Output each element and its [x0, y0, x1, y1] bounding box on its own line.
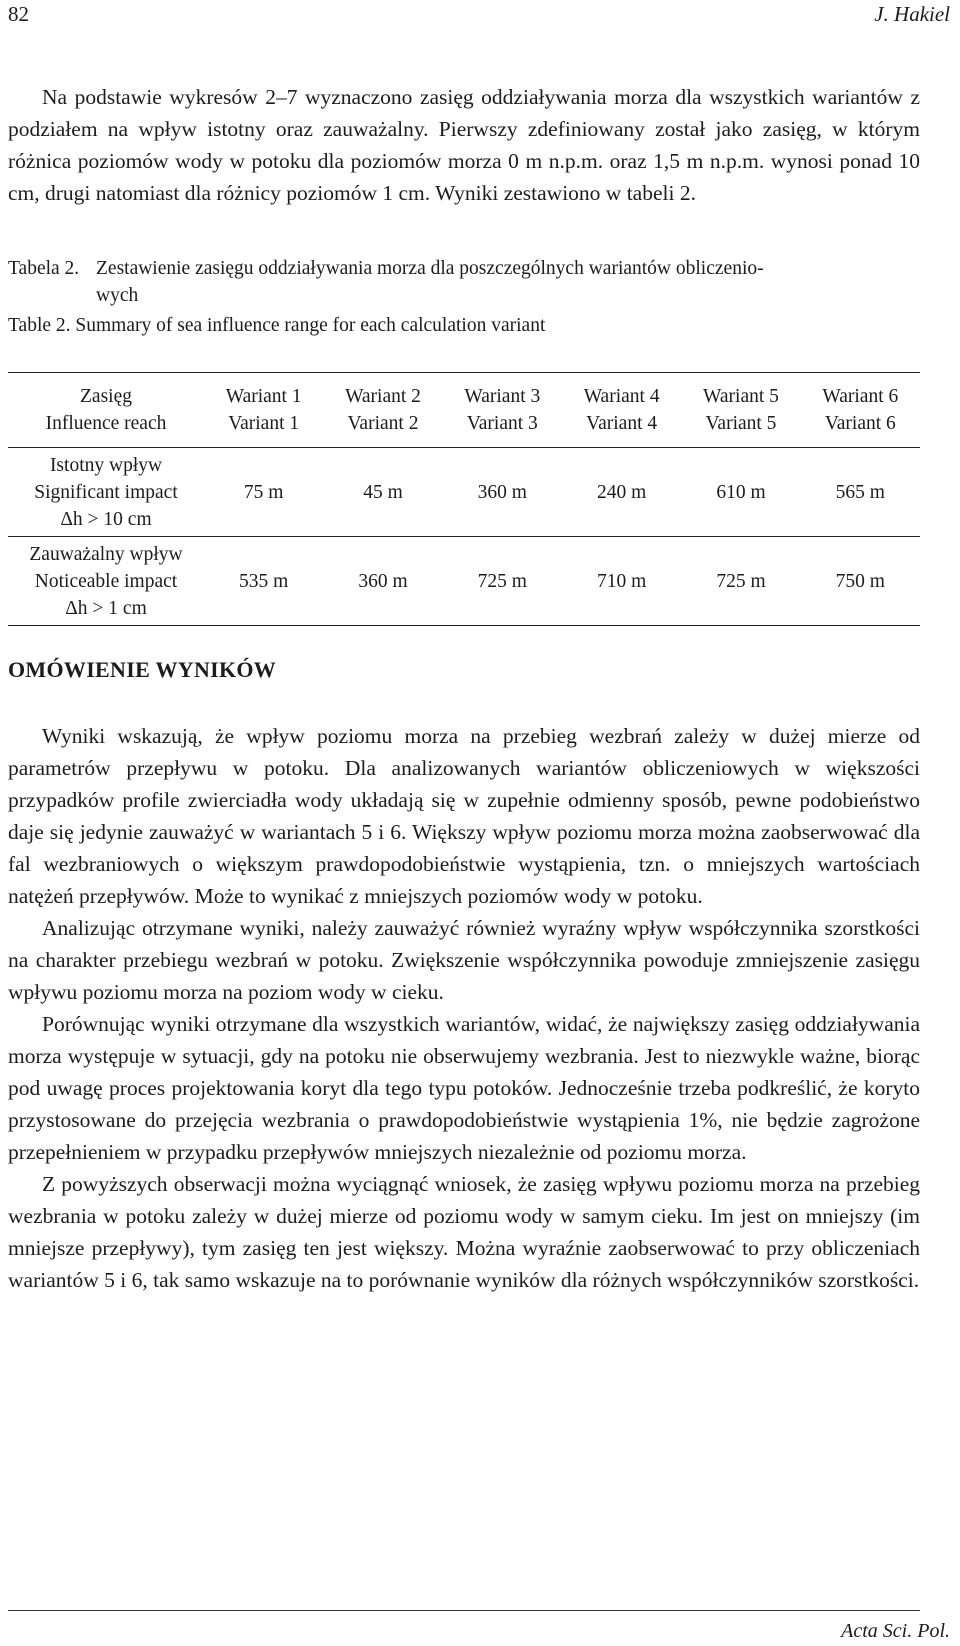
table-cell: 535 m	[239, 570, 289, 592]
table-caption-pl-continuation: wych	[96, 285, 139, 306]
header-variant-1-en: Variant 1	[228, 413, 300, 434]
table-cell: 710 m	[597, 570, 647, 592]
table-cell: 45 m	[363, 481, 403, 503]
footer-divider	[8, 1610, 920, 1611]
header-variant-4-pl: Wariant 4	[583, 386, 660, 407]
header-variant-2-pl: Wariant 2	[345, 386, 421, 407]
discussion-paragraph: Porównując wyniki otrzymane dla wszystkich wariantów, widać, że największy zasięg oddziaływania morza występuje w sytuacji, gdy na potoku nie obserwujemy wezbrania. Jest to niezwykle ważne, biorąc pod uwagę proces projektowania koryt dla tego typu potoków. Jednocześnie trzeba podkreślić, że koryto przystosowane do przejęcia wezbrania o prawdopodobieństwie wystąpienia 1%, nie będzie zagrożone przepełnieniem w przypadku przepływów mniejszych niezależnie od poziomu morza.	[8, 1012, 920, 1164]
discussion-paragraph: Wyniki wskazują, że wpływ poziomu morza na przebieg wezbrań zależy w dużej mierze od parametrów przepływu w potoku. Dla analizowanych wariantów obliczeniowych w większości przypadków profile zwierciadła wody układają się w zupełnie odmienny sposób, pewne podobieństwo daje się jedynie zauważyć w wariantach 5 i 6. Większy wpływ poziomu morza można zaobserwować dla fal wezbraniowych o większym prawdopodobieństwie wystąpienia, tzn. o mniejszych wartościach natężeń przepływów. Może to wynikać z mniejszych poziomów wody w potoku.	[8, 724, 920, 908]
header-variant-5-pl: Wariant 5	[703, 386, 779, 407]
discussion-paragraph: Z powyższych obserwacji można wyciągnąć wniosek, że zasięg wpływu poziomu morza na przebieg wezbrania w potoku zależy w dużej mierze od poziomu wody w samym cieku. Im jest on mniejszy (im mniejsze przepływy), tym zasięg ten jest większy. Można wyraźnie zaobserwować to przy obliczeniach wariantów 5 i 6, tak samo wskazuje na to porównanie wyników dla różnych współczynników szorstkości.	[8, 1172, 920, 1292]
header-variant-6-pl: Wariant 6	[822, 386, 899, 407]
header-variant-6	[801, 373, 920, 448]
row-label-pl: Istotny wpływ	[49, 454, 163, 476]
row-label-delta: Δh > 10 cm	[60, 508, 152, 530]
header-variant-3-pl: Wariant 3	[464, 386, 541, 407]
footer-journal-name: Acta Sci. Pol.	[841, 1620, 950, 1642]
table-caption-en-label: Table 2.	[8, 315, 71, 336]
header-variant-4-en: Variant 4	[586, 413, 658, 434]
header-variant-5-en: Variant 5	[705, 413, 777, 434]
discussion-paragraph: Analizując otrzymane wyniki, należy zauważyć również wyraźny wpływ współczynnika szorstkości na charakter przebiegu wezbrań w potoku. Zwiększenie współczynnika powoduje zmniejszenie zasięgu wpływu poziomu morza na poziom wody w cieku.	[8, 916, 920, 1004]
table-cell: 240 m	[597, 481, 647, 503]
table-cell: 75 m	[243, 481, 284, 503]
row-label-delta: Δh > 1 cm	[65, 597, 147, 619]
table-cell: 725 m	[477, 570, 527, 592]
page-number: 82	[8, 2, 29, 26]
table-cell: 360 m	[477, 481, 527, 503]
row-label-en: Significant impact	[34, 481, 178, 503]
table-cell: 360 m	[358, 570, 408, 592]
header-col0-en: Influence reach	[45, 413, 167, 434]
row-label-significant	[8, 448, 204, 537]
header-influence-reach	[8, 373, 204, 448]
table-cell: 610 m	[716, 481, 766, 503]
header-variant-3-en: Variant 3	[466, 413, 538, 434]
header-variant-1-pl: Wariant 1	[225, 386, 302, 407]
table-row-significant	[8, 448, 920, 537]
table-caption-pl	[8, 255, 920, 282]
row-label-pl: Zauważalny wpływ	[29, 543, 183, 565]
intro-paragraph: Na podstawie wykresów 2–7 wyznaczono zasięg oddziaływania morza dla wszystkich wariantów z podziałem na wpływ istotny oraz zauważalny. Pierwszy zdefiniowany został jako zasięg, w którym różnica poziomów wody w potoku dla poziomów morza 0 m n.p.m. oraz 1,5 m n.p.m. wynosi ponad 10 cm, drugi natomiast dla różnicy poziomów 1 cm. Wyniki zestawiono w tabeli 2.	[8, 85, 920, 205]
header-variant-5	[681, 373, 800, 448]
table-caption-en	[8, 312, 920, 339]
table-cell: 565 m	[835, 481, 885, 503]
influence-range-table	[8, 372, 920, 626]
table-caption-pl-text: Zestawienie zasięgu oddziaływania morza dla poszczególnych wariantów obliczenio-	[96, 258, 764, 279]
header-variant-3	[443, 373, 562, 448]
header-variant-4	[562, 373, 681, 448]
header-variant-1	[204, 373, 323, 448]
table-cell: 725 m	[716, 570, 766, 592]
table-caption-en-text: Summary of sea influence range for each calculation variant	[75, 315, 546, 336]
discussion-body	[8, 720, 920, 1296]
table-row-noticeable	[8, 537, 920, 626]
header-variant-2-en: Variant 2	[347, 413, 419, 434]
header-variant-6-en: Variant 6	[824, 413, 896, 434]
section-heading: OMÓWIENIE WYNIKÓW	[8, 657, 277, 682]
running-header-author: J. Hakiel	[874, 2, 950, 26]
table-header-row	[8, 373, 920, 448]
header-col0-pl: Zasięg	[80, 386, 132, 407]
header-variant-2	[323, 373, 442, 448]
table-cell: 750 m	[835, 570, 885, 592]
table-caption-pl-label: Tabela 2.	[8, 258, 80, 279]
row-label-en: Noticeable impact	[34, 570, 178, 592]
row-label-noticeable	[8, 537, 204, 626]
